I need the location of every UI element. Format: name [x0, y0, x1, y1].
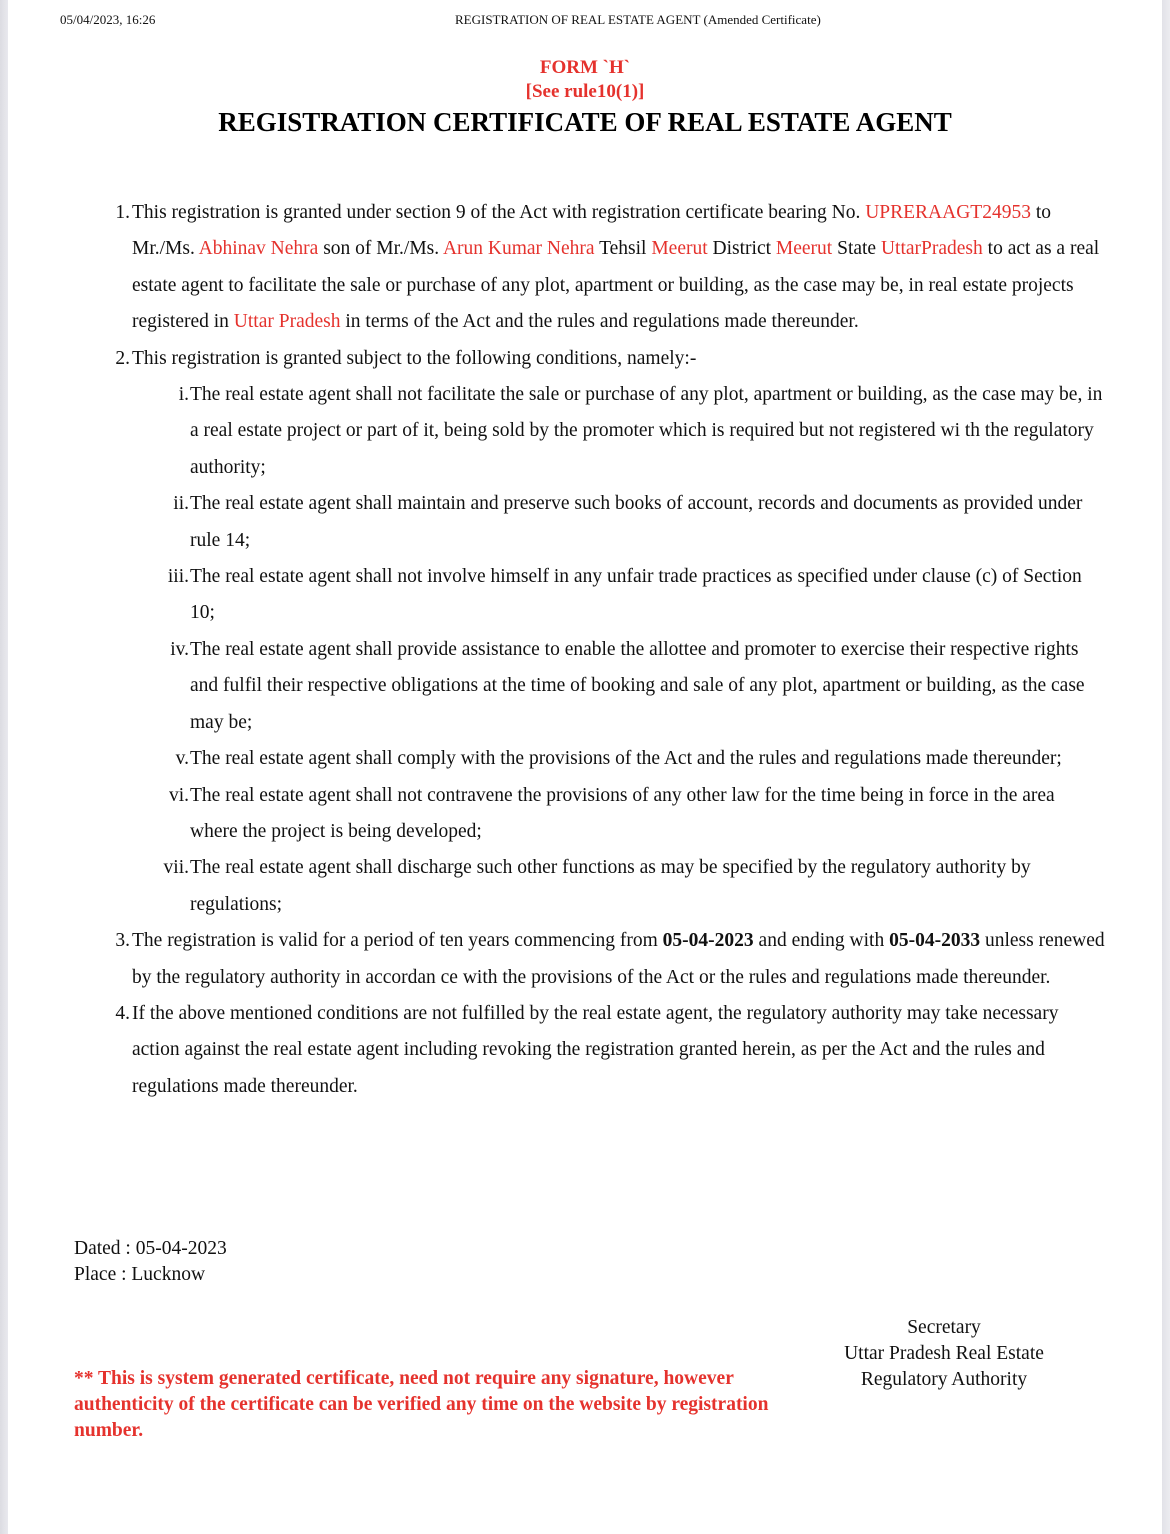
condition-number: ii.: [173, 493, 189, 515]
rule-reference: [See rule10(1)]: [525, 81, 645, 102]
condition-text: The real estate agent shall not contravene the provisions of any other law for the time being in force in the area where the project is being developed;: [190, 784, 1055, 842]
clause-text: to Mr./Ms.: [132, 202, 1052, 260]
tehsil: Meerut: [651, 238, 708, 260]
condition-text: The real estate agent shall provide assistance to enable the allottee and promoter to exercise their respective rights and fulfil their respective obligations at the time of booking and sale of any plot, apartment or building, as the case may be;: [190, 638, 1085, 733]
district: Meerut: [775, 238, 833, 260]
clause-number: 3.: [115, 930, 130, 952]
validity-end-date: 05-04-2033: [889, 930, 981, 952]
clause-text: in terms of the Act and the rules and regulations made thereunder.: [340, 311, 859, 333]
condition-text: The real estate agent shall maintain and preserve such books of account, records and documents as provided under rule 14;: [190, 493, 1083, 551]
condition-item: [92, 559, 1107, 632]
dated-line: Dated : 05-04-2023: [74, 1238, 227, 1259]
condition-item: [92, 377, 1107, 486]
clause-4: [92, 996, 1107, 1105]
page-edge-left: [0, 0, 8, 1534]
clause-text: This registration is granted subject to the following conditions, namely:-: [132, 347, 697, 369]
certificate-title: REGISTRATION CERTIFICATE OF REAL ESTATE AGENT: [218, 107, 952, 137]
clause-text: State: [832, 238, 881, 260]
condition-item: [92, 741, 1107, 777]
condition-number: vii.: [163, 857, 189, 879]
clause-number: 2.: [115, 347, 130, 369]
condition-number: v.: [175, 748, 189, 770]
signatory-org-line-1: Uttar Pradesh Real Estate: [844, 1343, 1044, 1364]
signatory-title: Secretary: [907, 1317, 981, 1338]
clause-3: [92, 923, 1107, 996]
clause-text: to act as a real estate agent to facilitate the sale or purchase of any plot, apartment or building, as the case may be, in real estate projects registered in: [132, 238, 1100, 333]
condition-text: The real estate agent shall not facilitate the sale or purchase of any plot, apartment or building, as the case may be, in a real estate project or part of it, being sold by the promoter which is required but not registered wi th the regulatory authority;: [190, 384, 1103, 478]
condition-number: iii.: [167, 566, 189, 588]
registration-number: UPRERAAGT24953: [865, 202, 1031, 223]
clause-2: [92, 341, 1107, 377]
clause-text: and ending with: [753, 930, 890, 952]
clause-number: 4.: [115, 1002, 130, 1024]
page-edge-right: [1162, 0, 1170, 1534]
print-title: REGISTRATION OF REAL ESTATE AGENT (Amended Certificate): [455, 12, 821, 27]
condition-item: [92, 632, 1107, 741]
validity-start-date: 05-04-2023: [662, 930, 754, 952]
agent-name: Abhinav Nehra: [198, 238, 319, 260]
condition-item: [92, 486, 1107, 559]
condition-text: The real estate agent shall discharge such other functions as may be specified by the regulatory authority by regulations;: [190, 857, 1031, 915]
condition-number: i.: [178, 384, 189, 406]
print-header: [60, 12, 1110, 32]
condition-number: vi.: [168, 784, 189, 806]
signatory-org-line-2: Regulatory Authority: [860, 1369, 1028, 1390]
system-generated-notice: ** This is system generated certificate, need not require any signature, however authenticity of the certificate can be verified any time on the website by registration number.: [74, 1368, 769, 1441]
clause-text: Tehsil: [594, 238, 652, 260]
clause-number: 1.: [115, 202, 130, 223]
certificate-body: [92, 195, 1107, 1105]
clause-text: The registration is valid for a period of ten years commencing from: [132, 930, 663, 952]
condition-number: iv.: [170, 638, 189, 660]
form-label: FORM `H`: [539, 57, 631, 78]
clause-text: If the above mentioned conditions are not fulfilled by the real estate agent, the regulatory authority may take necessary action against the real estate agent including revoking the registration granted herein, as per the Act and the rules and regulations made thereunder.: [132, 1002, 1059, 1097]
project-state: Uttar Pradesh: [233, 311, 341, 333]
clause-text: unless renewed by the regulatory authority in accordan ce with the provisions of the Act or the rules and regulations made thereunder.: [132, 930, 1105, 988]
condition-text: The real estate agent shall not involve himself in any unfair trade practices as specified under clause (c) of Section 10;: [190, 566, 1082, 624]
print-timestamp: 05/04/2023, 16:26: [60, 12, 156, 27]
clause-1: [92, 195, 1107, 341]
condition-item: [92, 850, 1107, 923]
clause-text: son of Mr./Ms.: [318, 238, 443, 260]
place-line: Place : Lucknow: [74, 1264, 206, 1285]
father-name: Arun Kumar Nehra: [442, 238, 595, 260]
condition-text: The real estate agent shall comply with the provisions of the Act and the rules and regulations made thereunder;: [190, 748, 1062, 770]
clause-text: District: [707, 238, 776, 260]
date-place-block: [74, 1236, 227, 1288]
condition-item: [92, 778, 1107, 851]
state: UttarPradesh: [880, 238, 983, 260]
form-heading: [0, 56, 1170, 138]
clause-text: This registration is granted under section 9 of the Act with registration certificate bearing No.: [132, 202, 861, 223]
signatory-block: [815, 1315, 1073, 1393]
